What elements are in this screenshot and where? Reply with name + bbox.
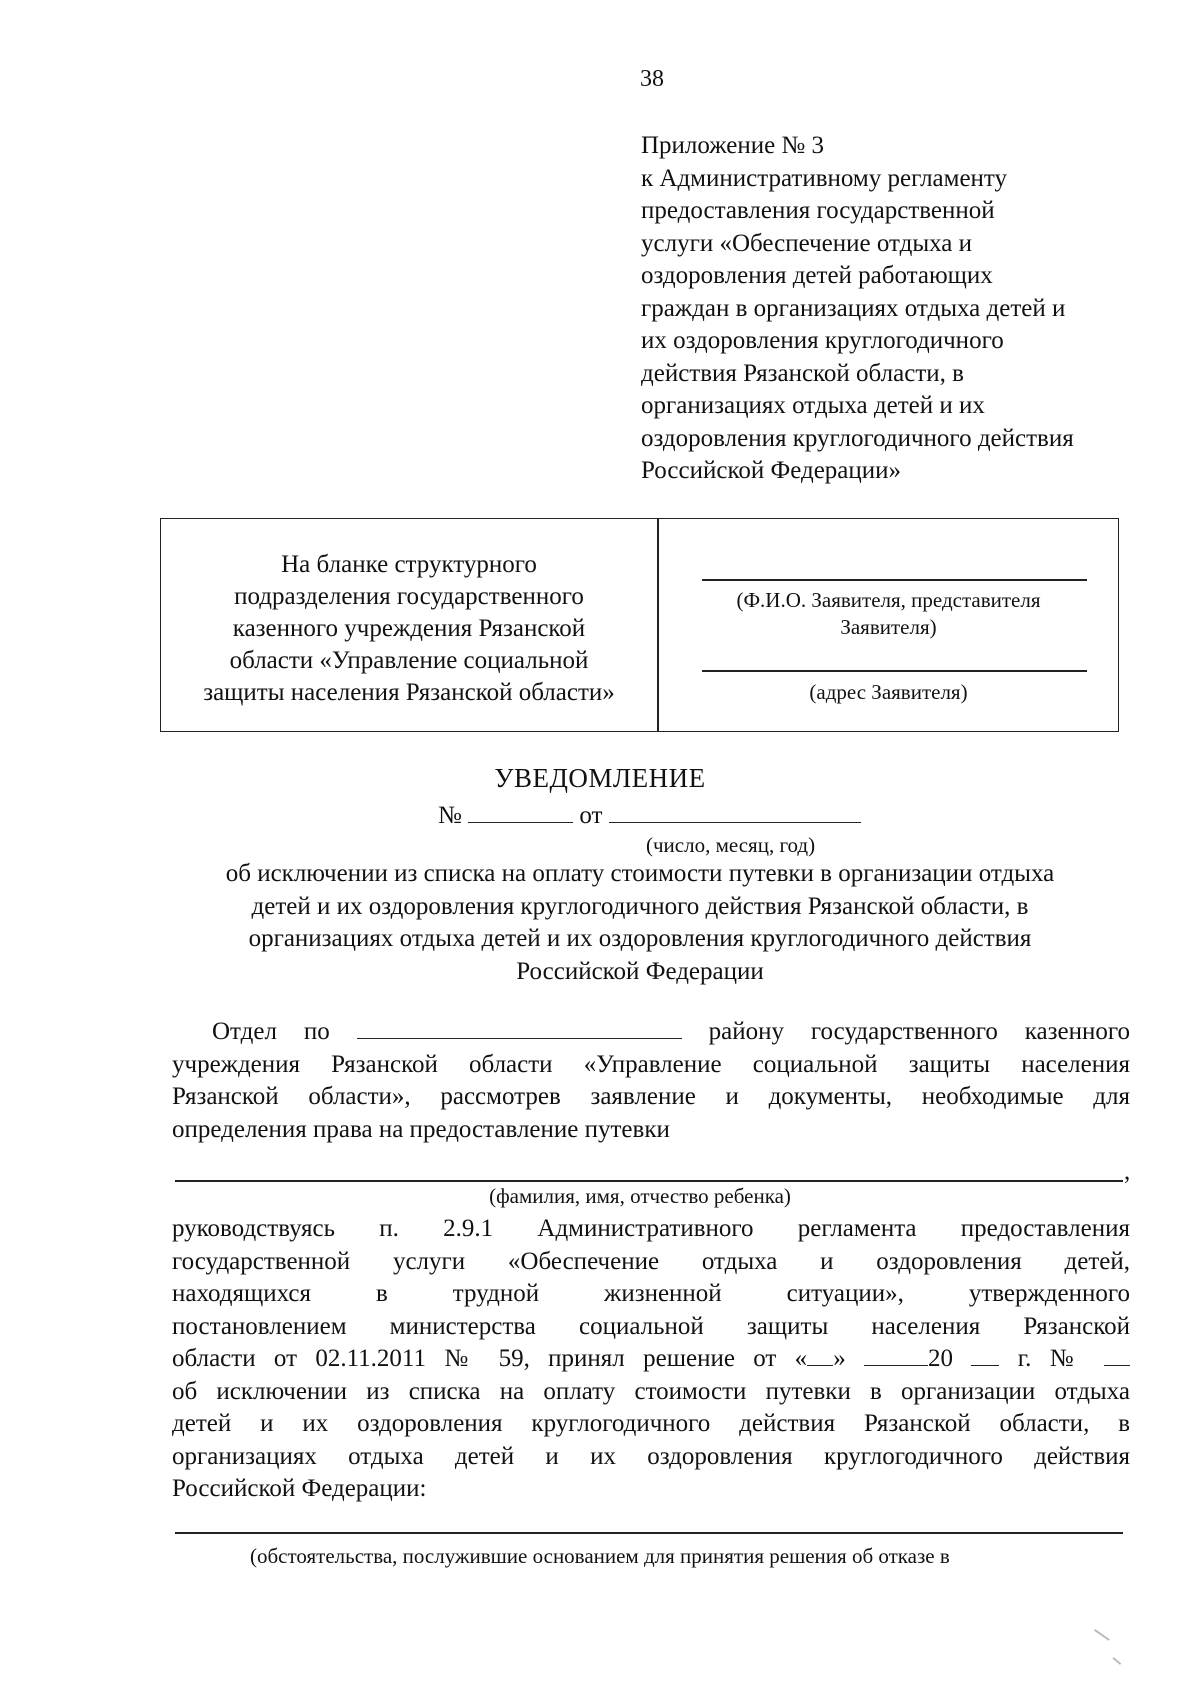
department-line bbox=[172, 1016, 1130, 1049]
appendix-line: граждан в организациях отдыха детей и bbox=[641, 294, 1066, 322]
scan-artifact bbox=[1094, 1629, 1110, 1641]
letterhead-line: подразделения государственного bbox=[234, 583, 584, 610]
district-blank[interactable] bbox=[357, 1016, 682, 1039]
number-label: № bbox=[438, 802, 462, 829]
recipient-name-line[interactable] bbox=[702, 579, 1087, 581]
decision-date-line bbox=[172, 1343, 1130, 1376]
recipient-address-caption: (адрес Заявителя) bbox=[809, 680, 968, 704]
paragraph-line: учреждения Рязанской области «Управление социальной защиты населения bbox=[172, 1050, 1130, 1078]
subject-line: организациях отдыха детей и их оздоровления круглогодичного действия bbox=[248, 925, 1032, 952]
recipient-address-line[interactable] bbox=[702, 670, 1087, 672]
appendix-line: организациях отдыха детей и их bbox=[641, 392, 985, 419]
notice-subject bbox=[160, 858, 1120, 988]
decision-text: области от 02.11.2011 № 59, принял решение от « bbox=[172, 1345, 808, 1372]
paragraph-line: руководствуясь п. 2.9.1 Административного регламента предоставления bbox=[172, 1215, 1130, 1242]
letterhead-line: области «Управление социальной bbox=[229, 647, 589, 674]
paragraph-line: Российской Федерации: bbox=[172, 1475, 427, 1502]
appendix-line: оздоровления круглогодичного действия bbox=[641, 424, 1074, 452]
paragraph-line: государственной услуги «Обеспечение отдыха и оздоровления детей, bbox=[172, 1247, 1130, 1275]
appendix-line: к Административному регламенту bbox=[641, 164, 1008, 192]
number-blank[interactable] bbox=[468, 800, 573, 823]
paragraph-line: Рязанской области», рассмотрев заявление и документы, необходимые для bbox=[172, 1083, 1130, 1110]
from-label: от bbox=[579, 802, 603, 829]
decision-month-blank[interactable] bbox=[864, 1343, 928, 1366]
paragraph-line: находящихся в трудной жизненной ситуации», утвержденного bbox=[172, 1280, 1130, 1307]
appendix-line: Приложение № 3 bbox=[641, 132, 825, 159]
notice-title: УВЕДОМЛЕНИЕ bbox=[494, 763, 706, 793]
subject-line: об исключении из списка на оплату стоимости путевки в организации отдыха bbox=[225, 860, 1055, 887]
recipient-name-caption: (Ф.И.О. Заявителя, представителя bbox=[736, 588, 1041, 612]
subject-line: детей и их оздоровления круглогодичного действия Рязанской области, в bbox=[251, 892, 1029, 920]
decision-number-label: г. № bbox=[1017, 1345, 1086, 1372]
appendix-line: предоставления государственной bbox=[641, 197, 995, 224]
letterhead-line: На бланке структурного bbox=[281, 551, 537, 578]
paragraph-department bbox=[172, 1016, 1130, 1146]
paragraph-line: определения права на предоставление путевки bbox=[172, 1115, 670, 1143]
letterhead-cell bbox=[161, 549, 657, 709]
recipient-name-caption-2: Заявителя) bbox=[840, 615, 937, 639]
child-name-caption: (фамилия, имя, отчество ребенка) bbox=[489, 1184, 791, 1208]
header-table bbox=[160, 518, 1119, 732]
letterhead-line: казенного учреждения Рязанской bbox=[232, 615, 586, 642]
notice-number-line bbox=[438, 800, 861, 830]
date-caption: (число, месяц, год) bbox=[646, 833, 816, 857]
subject-line: Российской Федерации bbox=[516, 957, 764, 985]
appendix-line: услуги «Обеспечение отдыха и bbox=[641, 229, 973, 257]
child-name-comma: , bbox=[1124, 1158, 1131, 1185]
paragraph-line: детей и их оздоровления круглогодичного действия Рязанской области, в bbox=[172, 1410, 1130, 1437]
letterhead-line: защиты населения Рязанской области» bbox=[203, 679, 615, 706]
appendix-line: Российской Федерации» bbox=[641, 457, 902, 484]
decision-year-blank[interactable] bbox=[971, 1343, 999, 1366]
scan-artifact bbox=[1113, 1657, 1122, 1665]
decision-day-blank[interactable] bbox=[807, 1343, 833, 1366]
date-blank[interactable] bbox=[609, 800, 861, 823]
appendix-line: их оздоровления круглогодичного bbox=[641, 327, 1004, 354]
page-number: 38 bbox=[640, 66, 664, 92]
decision-quote-close: » bbox=[833, 1345, 846, 1372]
decision-number-blank[interactable] bbox=[1104, 1343, 1130, 1366]
paragraph-line: постановлением министерства социальной защиты населения Рязанской bbox=[172, 1312, 1130, 1340]
decision-year-prefix: 20 bbox=[928, 1345, 954, 1372]
appendix-line: оздоровления детей работающих bbox=[641, 262, 993, 289]
paragraph-line: об исключении из списка на оплату стоимости путевки в организации отдыха bbox=[172, 1377, 1130, 1405]
reason-caption: (обстоятельства, послужившие основанием для принятия решения об отказе в bbox=[250, 1544, 950, 1568]
department-label: Отдел по bbox=[212, 1018, 330, 1045]
appendix-header bbox=[641, 130, 1161, 488]
paragraph-line: организациях отдыха детей и их оздоровления круглогодичного действия bbox=[172, 1442, 1130, 1470]
district-suffix: району государственного казенного bbox=[708, 1018, 1131, 1045]
appendix-line: действия Рязанской области, в bbox=[641, 359, 964, 387]
reason-line[interactable] bbox=[175, 1532, 1123, 1534]
paragraph-decision bbox=[172, 1213, 1130, 1506]
child-name-line[interactable] bbox=[175, 1180, 1123, 1182]
